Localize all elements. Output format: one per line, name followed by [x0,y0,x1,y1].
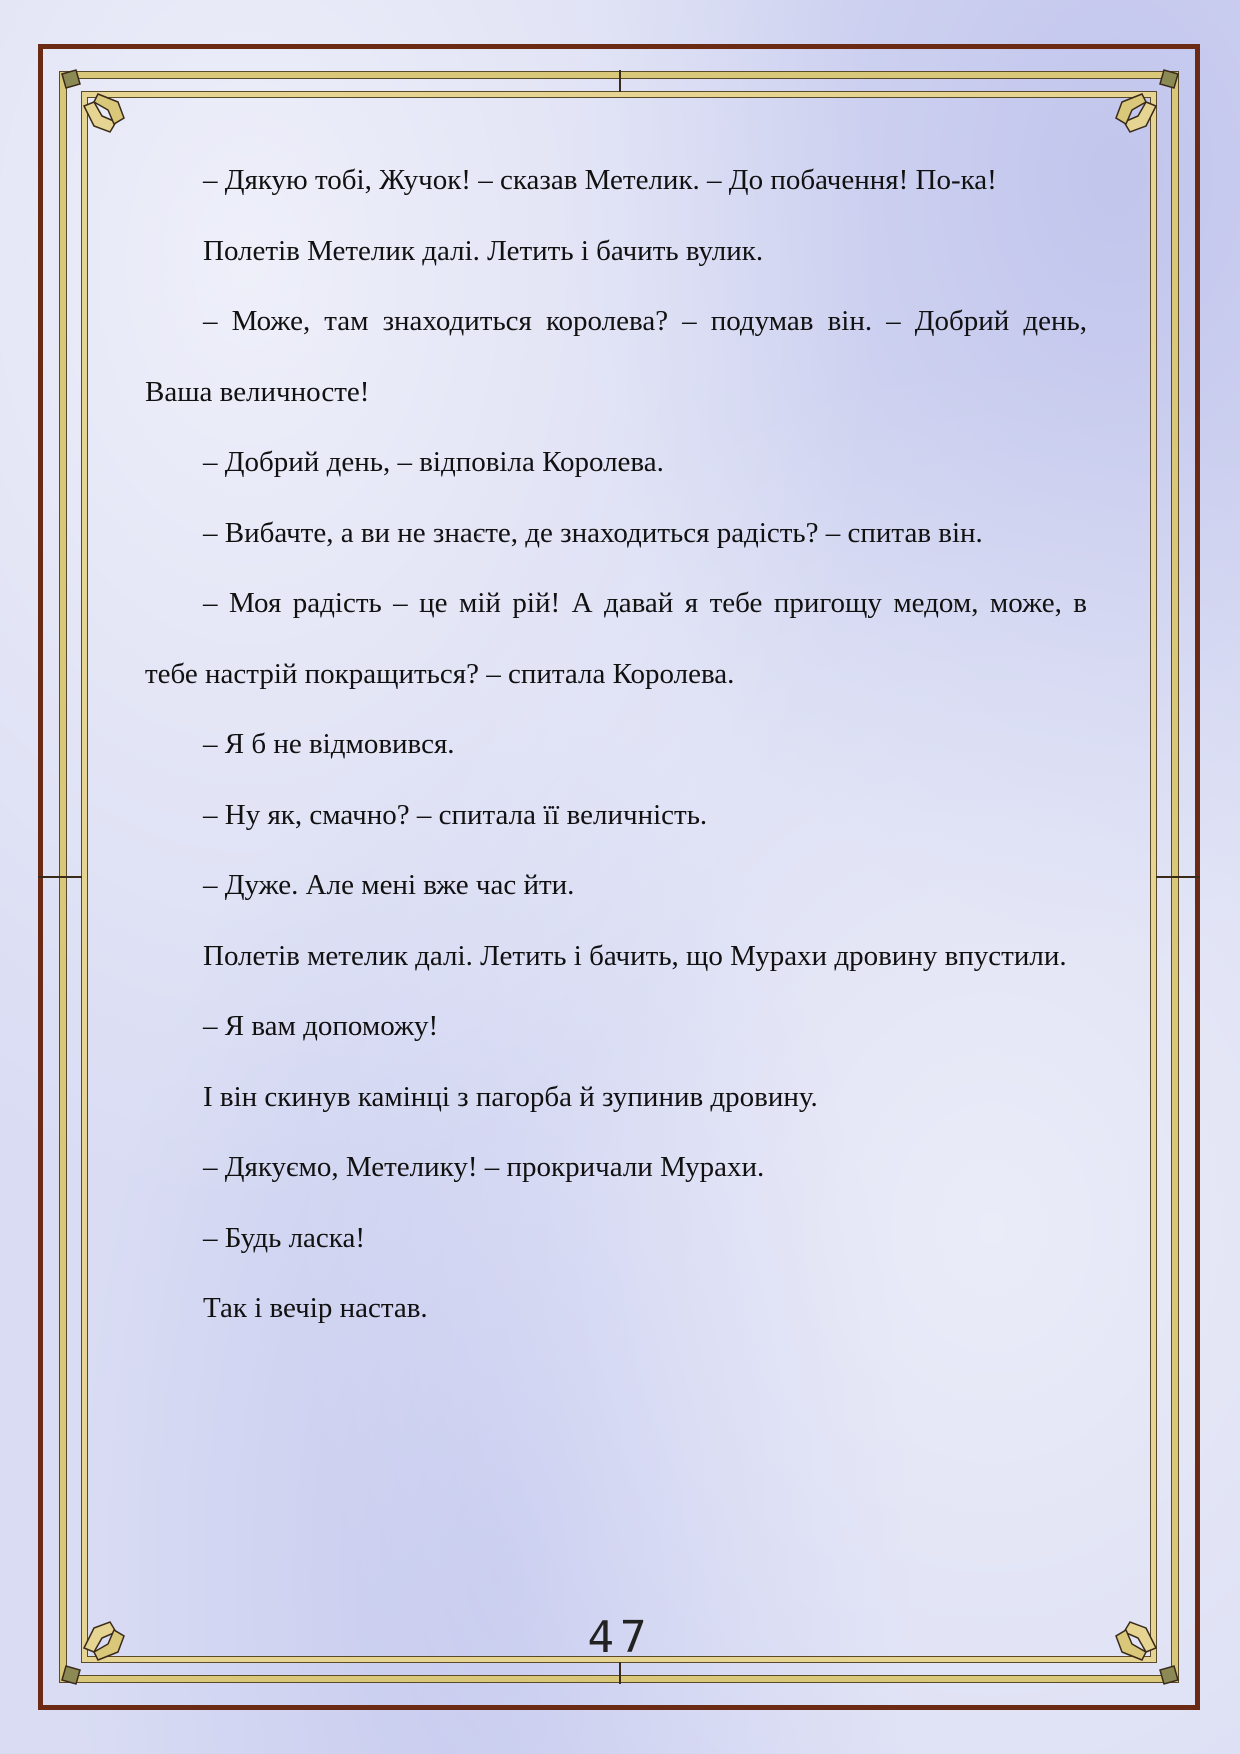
frame-tick-left [38,876,82,878]
frame-tick-top [619,70,621,92]
paragraph: – Ну як, смачно? – спитала її величність. [203,798,708,831]
paragraph: – Я б не відмовився. [203,728,455,760]
paragraph: – Будь ласка! [203,1221,365,1254]
paragraph: – Добрий день, – відповіла Королева. [203,446,664,478]
corner-ornament-top-left-icon [58,66,138,146]
paragraph: – Дякуємо, Метелику! – прокричали Мурахи. [203,1151,765,1183]
paragraph: І він скинув камінці з пагорба й зупинив дровину. [203,1080,818,1113]
frame-tick-bottom [619,1662,621,1684]
paragraph: – Моя радість – це мій рій! А давай я тебе пригощу медом, може, в тебе настрій покращиться? – спитала Королева. [145,587,1087,690]
paragraph: – Може, там знаходиться королева? – подумав він. – Добрий день, Ваша величносте! [145,305,1087,408]
paragraph: – Я вам допоможу! [203,1010,439,1042]
paragraph: – Вибачте, а ви не знаєте, де знаходиться радість? – спитав він. [203,516,983,549]
paragraph: Полетів Метелик далі. Летить і бачить вулик. [203,234,764,267]
paragraph: – Дуже. Але мені вже час йти. [203,869,575,901]
frame-tick-right [1156,876,1200,878]
story-text [145,145,1087,1344]
paragraph: – Дякую тобі, Жучок! – сказав Метелик. – До побачення! По-ка! [203,164,997,196]
corner-ornament-top-right-icon [1102,66,1182,146]
paragraph: Полетів метелик далі. Летить і бачить, що Мурахи дровину впустили. [203,939,1067,972]
page-number: 47 [587,1612,653,1663]
paragraph: Так і вечір настав. [203,1292,428,1324]
